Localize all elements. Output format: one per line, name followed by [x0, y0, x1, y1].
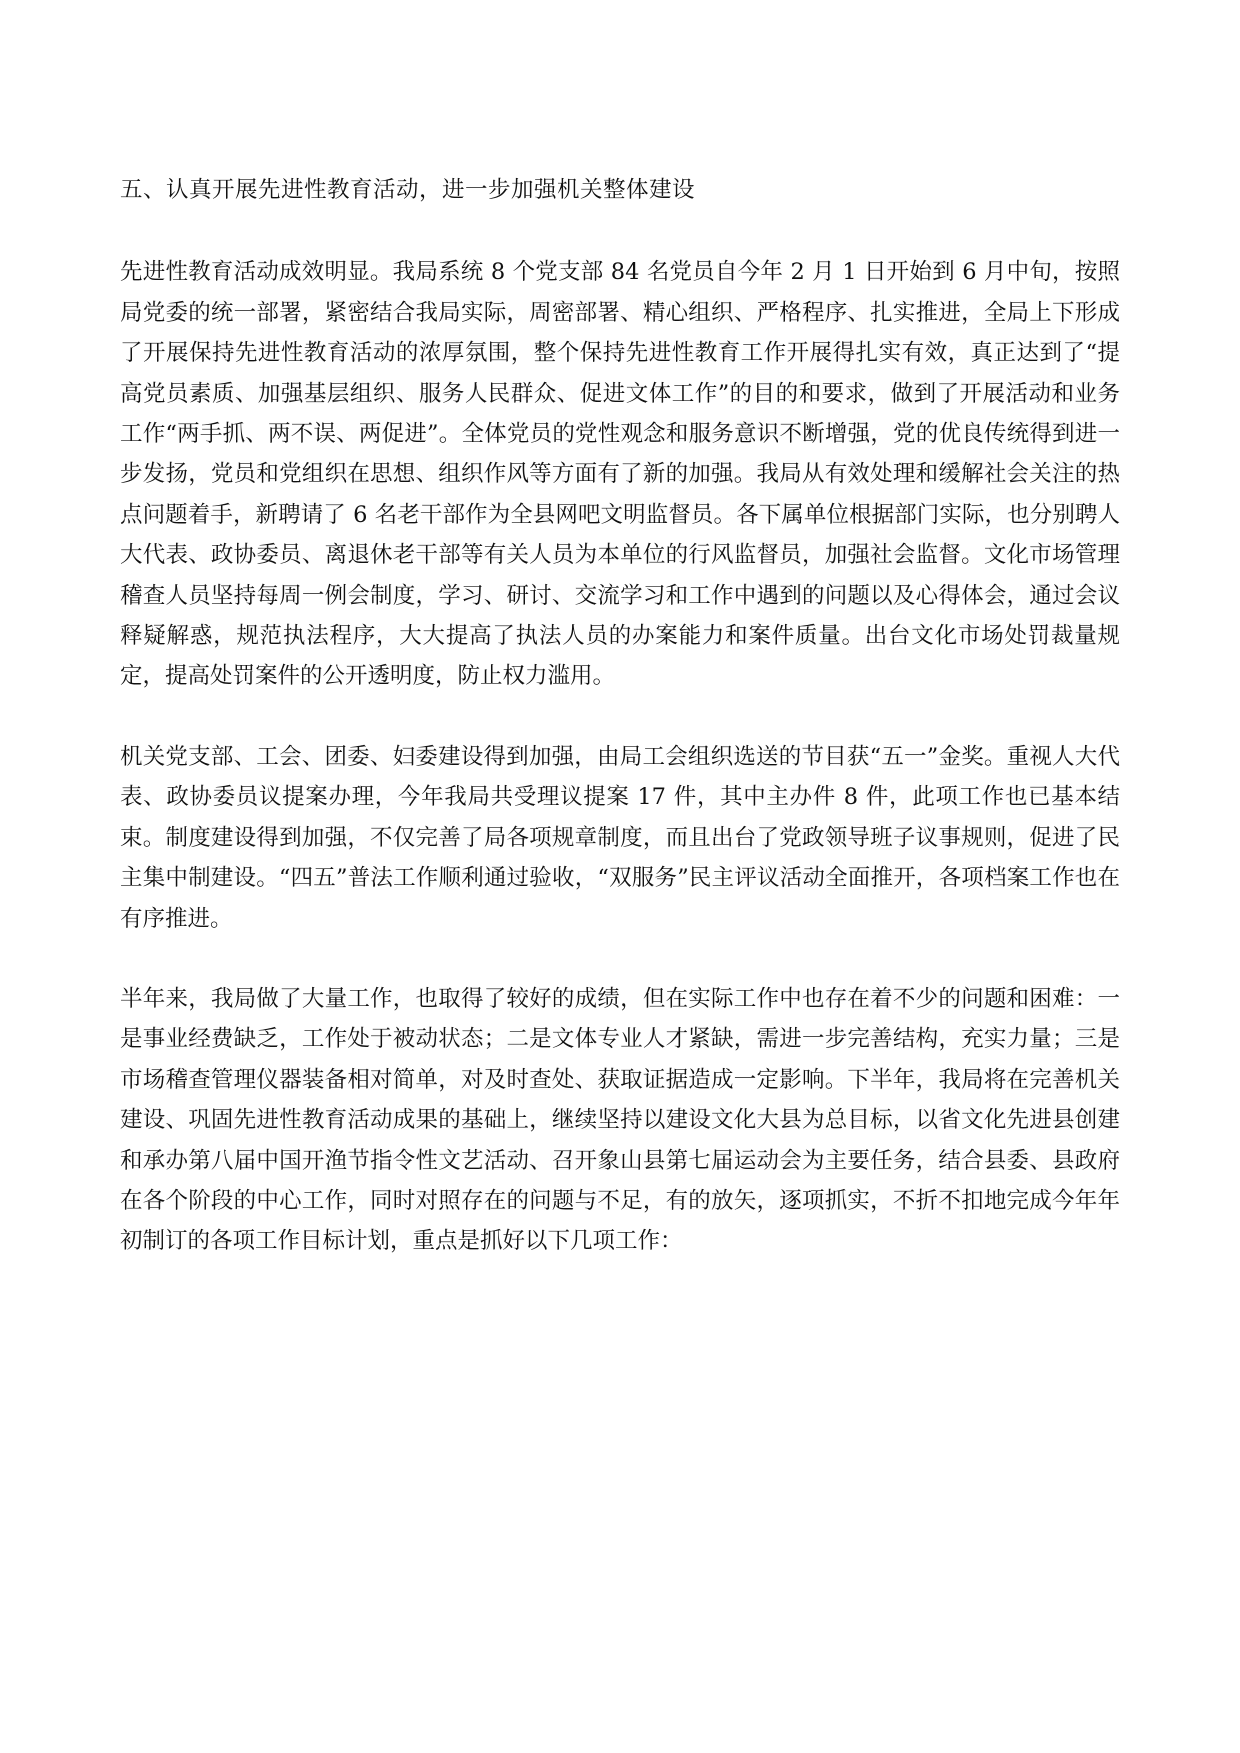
paragraph-organization-building: 机关党支部、工会、团委、妇委建设得到加强，由局工会组织选送的节目获“五一”金奖。重视人大代表、政协委员议提案办理，今年我局共受理议提案 17 件，其中主办件 8 件，此项工作也已基本结束。制度建设得到加强，不仅完善了局各项规章制度，而且出台了党政领导班子议事规则，促进了民主集中制建设。“四五”普法工作顺利通过验收，“双服务”民主评议活动全面推开，各项档案工作也在有序推进。 — [120, 743, 1120, 932]
section-heading: 五、认真开展先进性教育活动，进一步加强机关整体建设 — [120, 177, 696, 203]
paragraph-vanguard-education: 先进性教育活动成效明显。我局系统 8 个党支部 84 名党员自今年 2 月 1 日开始到 6 月中旬，按照局党委的统一部署，紧密结合我局实际，周密部署、精心组织、严格程序、扎实推进，全局上下形成了开展保持先进性教育活动的浓厚氛围，整个保持先进性教育工作开展得扎实有效，真正达到了“提高党员素质、加强基层组织、服务人民群众、促进文体工作”的目的和要求，做到了开展活动和业务工作“两手抓、两不误、两促进”。全体党员的党性观念和服务意识不断增强，党的优良传统得到进一步发扬，党员和党组织在思想、组织作风等方面有了新的加强。我局从有效处理和缓解社会关注的热点问题着手，新聘请了 6 名老干部作为全县网吧文明监督员。各下属单位根据部门实际，也分别聘人大代表、政协委员、离退休老干部等有关人员为本单位的行风监督员，加强社会监督。文化市场管理稽查人员坚持每周一例会制度，学习、研讨、交流学习和工作中遇到的问题以及心得体会，通过会议释疑解惑，规范执法程序，大大提高了执法人员的办案能力和案件质量。出台文化市场处罚裁量规定，提高处罚案件的公开透明度，防止权力滥用。 — [120, 259, 1120, 690]
document-body — [120, 170, 1120, 1302]
paragraph-problems-and-plans: 半年来，我局做了大量工作，也取得了较好的成绩，但在实际工作中也存在着不少的问题和困难：一是事业经费缺乏，工作处于被动状态；二是文体专业人才紧缺，需进一步完善结构，充实力量；三是市场稽查管理仪器装备相对简单，对及时查处、获取证据造成一定影响。下半年，我局将在完善机关建设、巩固先进性教育活动成果的基础上，继续坚持以建设文化大县为总目标，以省文化先进县创建和承办第八届中国开渔节指令性文艺活动、召开象山县第七届运动会为主要任务，结合县委、县政府在各个阶段的中心工作，同时对照存在的问题与不足，有的放矢，逐项抓实，不折不扣地完成今年年初制订的各项工作目标计划，重点是抓好以下几项工作： — [120, 985, 1120, 1255]
